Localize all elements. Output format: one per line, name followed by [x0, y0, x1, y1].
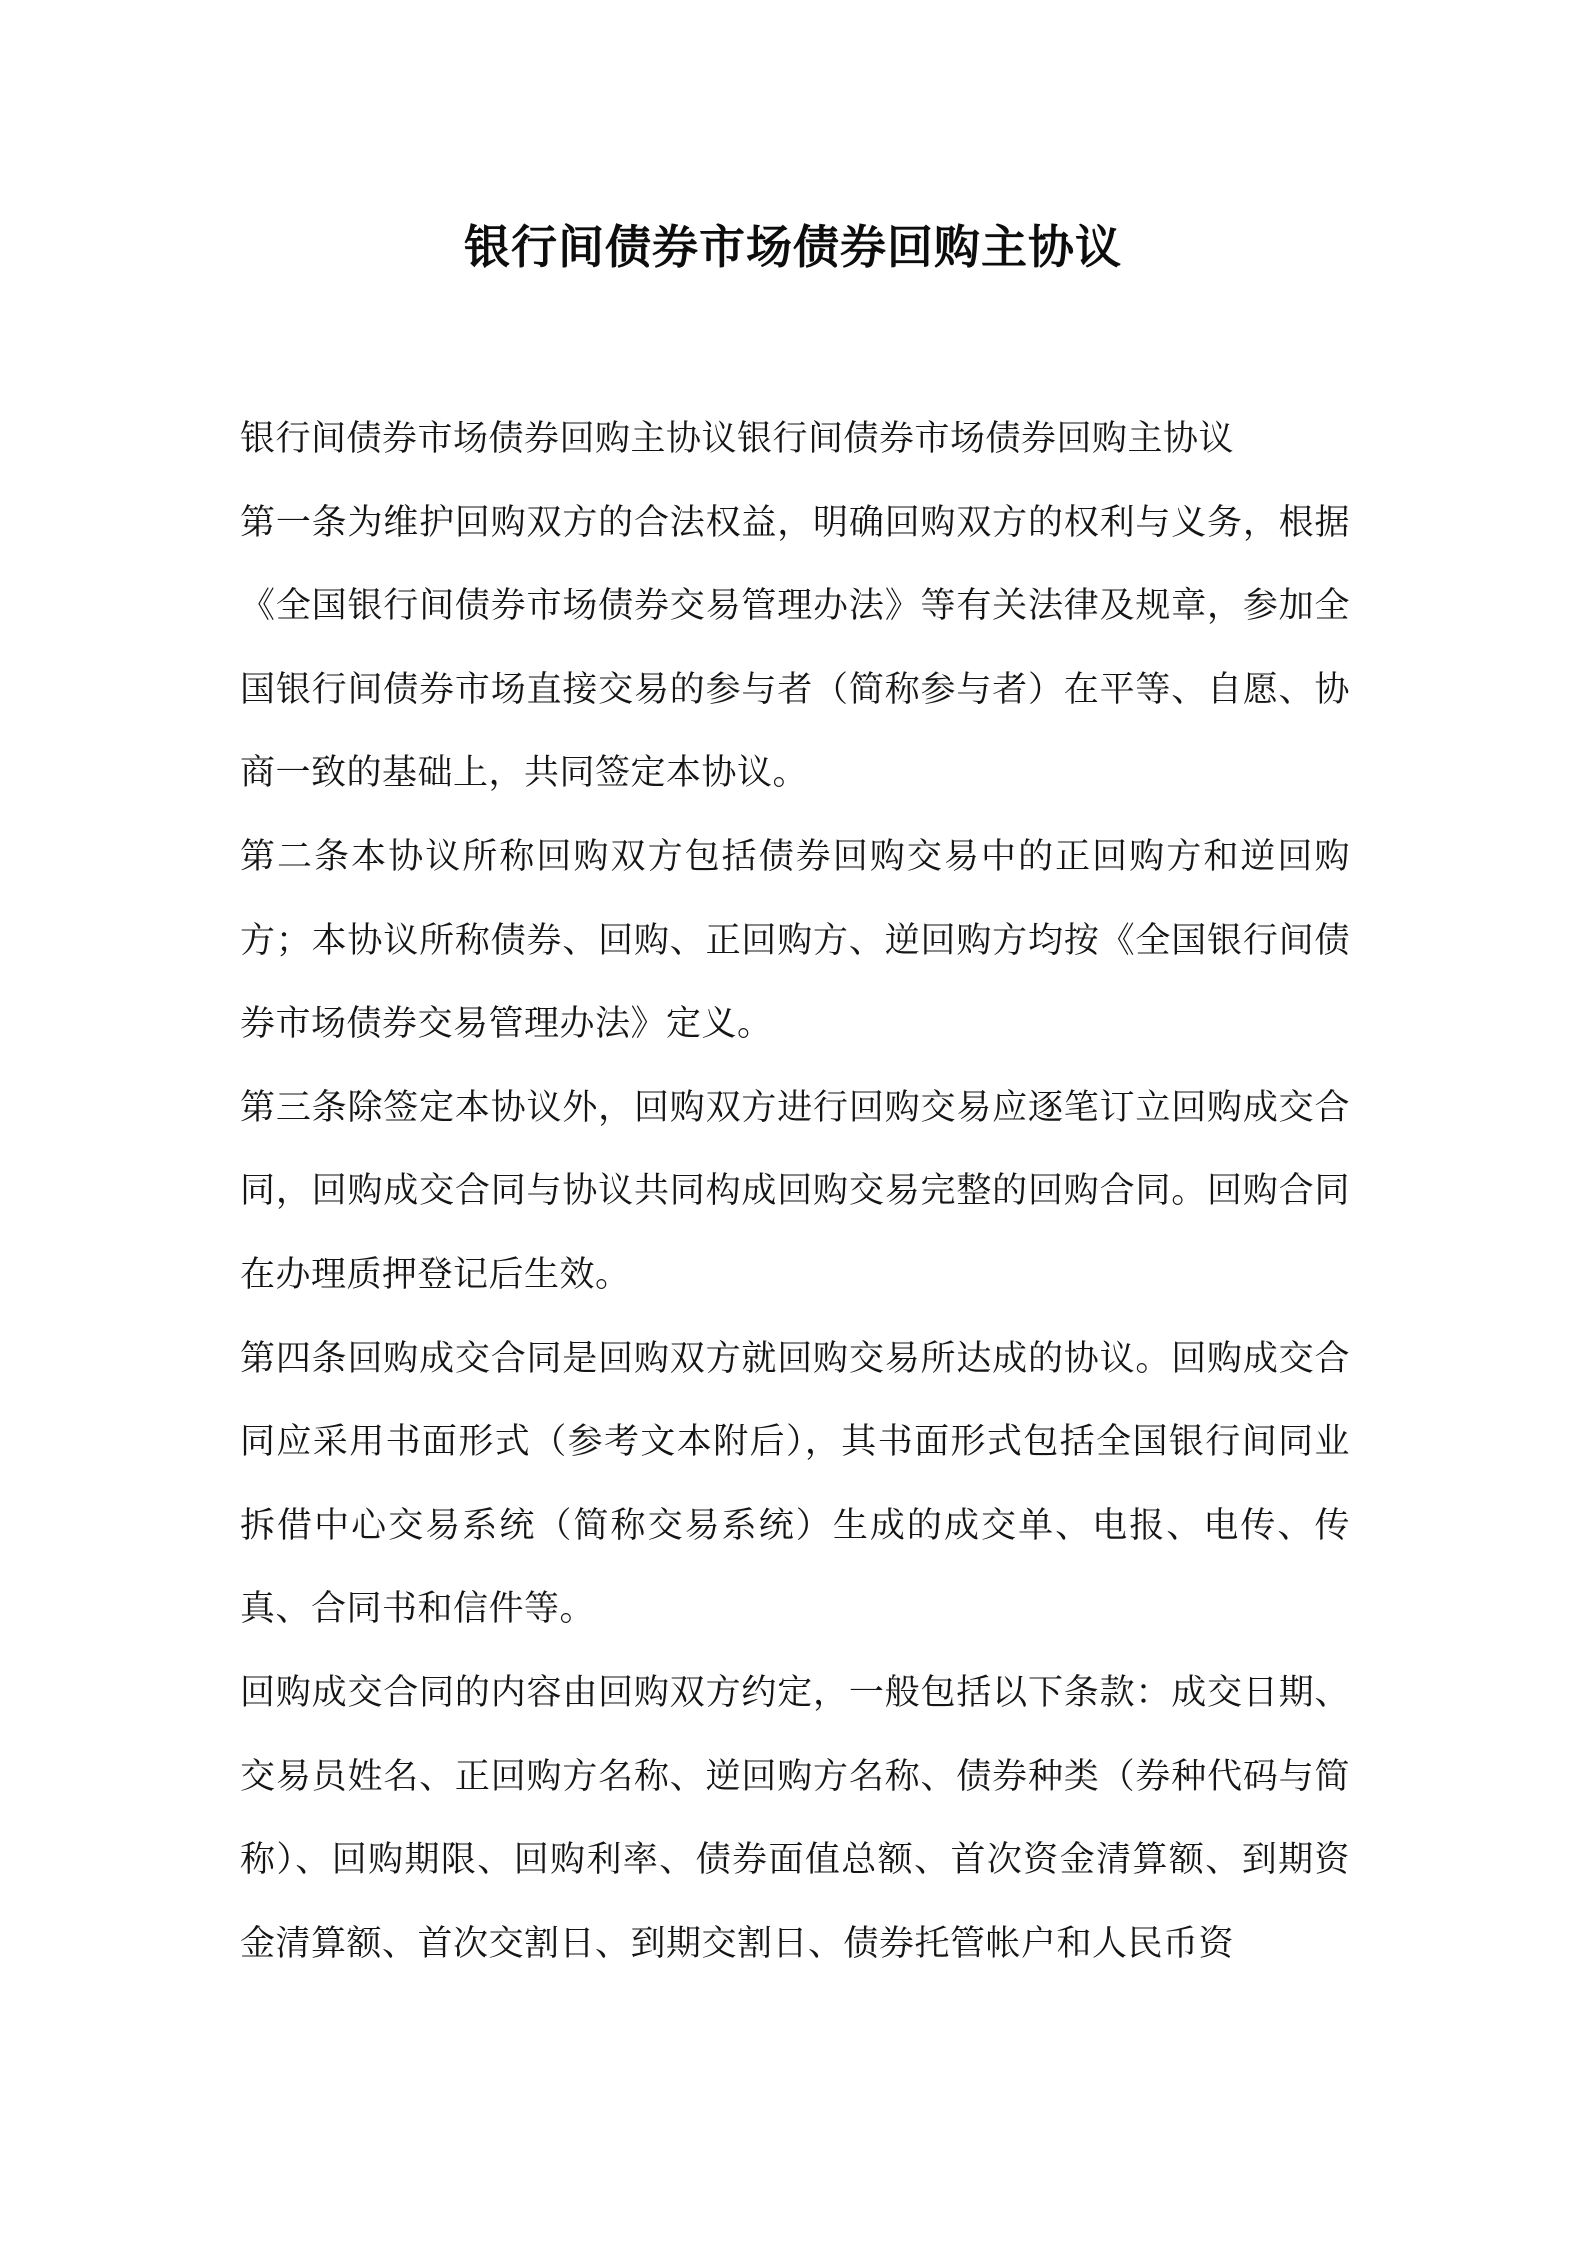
paragraph-article-4: 第四条回购成交合同是回购双方就回购交易所达成的协议。回购成交合同应采用书面形式（参考文本附后），其书面形式包括全国银行间同业拆借中心交易系统（简称交易系统）生成的成交单、电报、电传、传真、合同书和信件等。 [240, 1338, 1350, 1630]
document-body [240, 398, 1350, 1986]
paragraph-intro: 银行间债券市场债券回购主协议银行间债券市场债券回购主协议 [240, 419, 1235, 459]
document-title: 银行间债券市场债券回购主协议 [464, 220, 1122, 274]
paragraph-article-3: 第三条除签定本协议外，回购双方进行回购交易应逐笔订立回购成交合同，回购成交合同与协议共同构成回购交易完整的回购合同。回购合同在办理质押登记后生效。 [240, 1087, 1350, 1295]
paragraph-article-1: 第一条为维护回购双方的合法权益，明确回购双方的权利与义务，根据《全国银行间债券市场债券交易管理办法》等有关法律及规章，参加全国银行间债券市场直接交易的参与者（简称参与者）在平等、自愿、协商一致的基础上，共同签定本协议。 [240, 502, 1350, 794]
paragraph-article-2: 第二条本协议所称回购双方包括债券回购交易中的正回购方和逆回购方；本协议所称债券、回购、正回购方、逆回购方均按《全国银行间债券市场债券交易管理办法》定义。 [240, 836, 1350, 1045]
paragraph-contract-terms: 回购成交合同的内容由回购双方约定，一般包括以下条款：成交日期、交易员姓名、正回购方名称、逆回购方名称、债券种类（券种代码与简称）、回购期限、回购利率、债券面值总额、首次资金清算额、到期资金清算额、首次交割日、到期交割日、债券托管帐户和人民币资 [240, 1672, 1350, 1964]
